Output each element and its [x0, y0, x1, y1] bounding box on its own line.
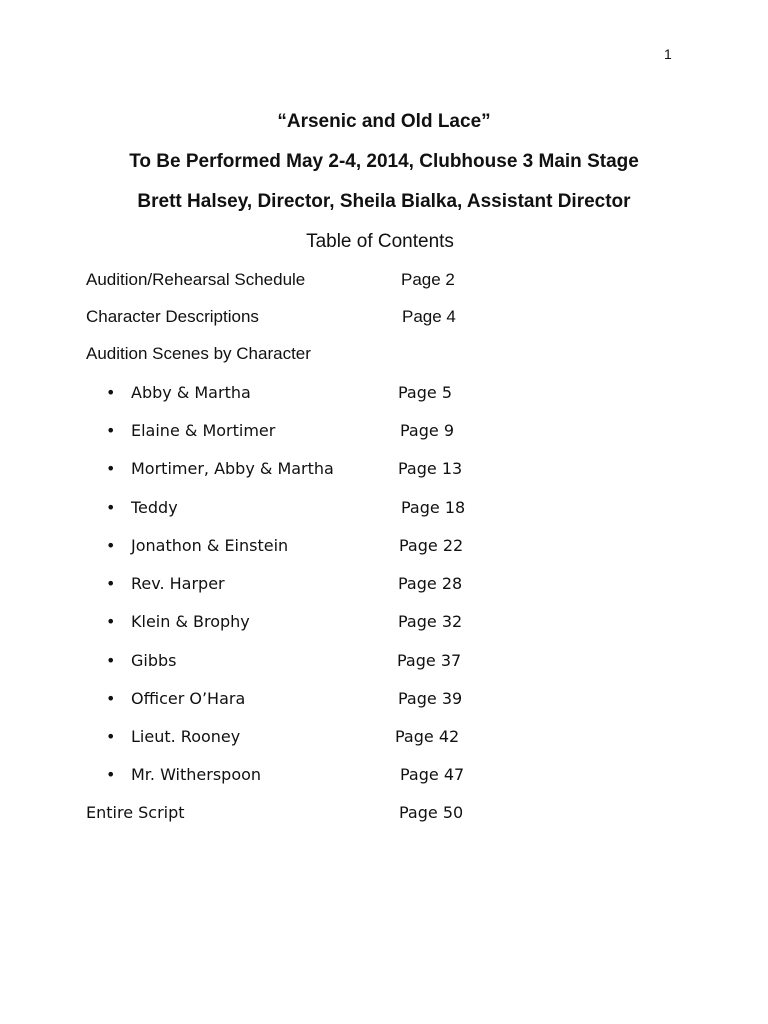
toc-entry-label: Audition/Rehearsal Schedule — [86, 270, 306, 289]
scene-page: Page 39 — [398, 689, 463, 708]
scene-label: Gibbs — [131, 651, 177, 670]
toc-entry-label: Audition Scenes by Character — [86, 344, 311, 363]
scene-page: Page 32 — [398, 612, 463, 631]
scene-label: Jonathon & Einstein — [131, 536, 289, 555]
toc-heading: Table of Contents — [306, 231, 454, 252]
scene-page: Page 13 — [398, 459, 463, 478]
bullet-icon: • — [106, 536, 116, 555]
scene-page: Page 5 — [398, 383, 452, 402]
scene-page: Page 37 — [397, 651, 462, 670]
play-title: “Arsenic and Old Lace” — [277, 111, 491, 132]
scene-label: Lieut. Rooney — [131, 727, 241, 746]
scene-label: Rev. Harper — [131, 574, 225, 593]
scene-label: Klein & Brophy — [131, 612, 250, 631]
page-number: 1 — [664, 46, 672, 62]
scene-label: Mortimer, Abby & Martha — [131, 459, 334, 478]
bullet-icon: • — [106, 765, 116, 784]
scene-page: Page 28 — [398, 574, 463, 593]
scene-label: Abby & Martha — [131, 383, 251, 402]
performance-info: To Be Performed May 2-4, 2014, Clubhouse 3 Main Stage — [129, 151, 639, 172]
scene-page: Page 22 — [399, 536, 464, 555]
bullet-icon: • — [106, 383, 116, 402]
bullet-icon: • — [106, 498, 116, 517]
toc-entry-label: Entire Script — [86, 803, 185, 822]
scene-page: Page 47 — [400, 765, 465, 784]
bullet-icon: • — [106, 727, 116, 746]
bullet-icon: • — [106, 574, 116, 593]
scene-page: Page 18 — [401, 498, 466, 517]
scene-page: Page 42 — [395, 727, 460, 746]
bullet-icon: • — [106, 612, 116, 631]
director-info: Brett Halsey, Director, Sheila Bialka, Assistant Director — [137, 191, 631, 212]
toc-entry-page: Page 50 — [399, 803, 464, 822]
scene-label: Officer O’Hara — [131, 689, 246, 708]
toc-entry-page: Page 2 — [401, 270, 455, 289]
bullet-icon: • — [106, 651, 116, 670]
toc-entry-label: Character Descriptions — [86, 307, 259, 326]
scene-label: Teddy — [131, 498, 178, 517]
scene-page: Page 9 — [400, 421, 454, 440]
toc-entry-page: Page 4 — [402, 307, 456, 326]
bullet-icon: • — [106, 459, 116, 478]
bullet-icon: • — [106, 689, 116, 708]
bullet-icon: • — [106, 421, 116, 440]
scene-label: Elaine & Mortimer — [131, 421, 276, 440]
scene-label: Mr. Witherspoon — [131, 765, 262, 784]
